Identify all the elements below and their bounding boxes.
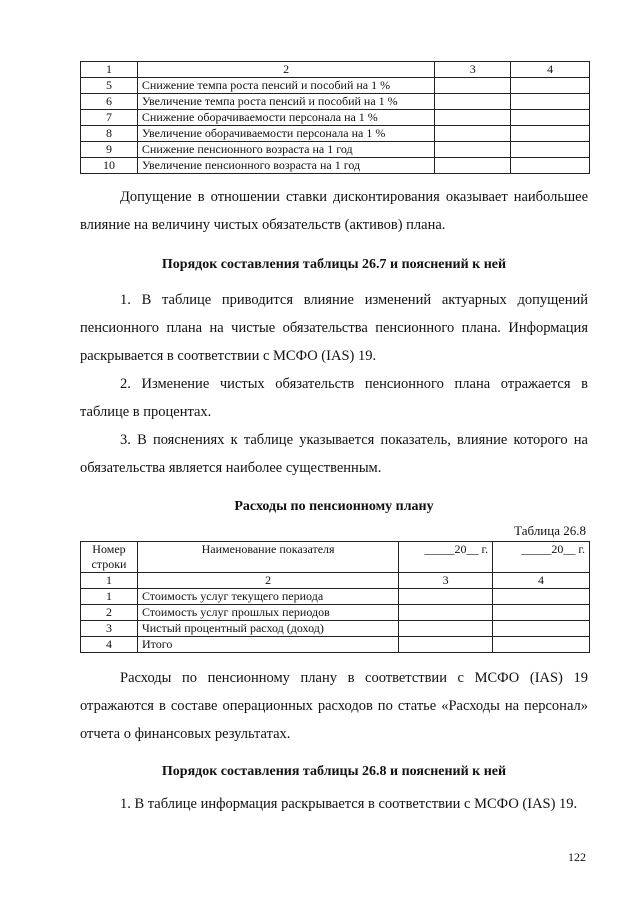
empty-cell — [493, 621, 590, 637]
empty-cell — [435, 126, 511, 142]
empty-cell — [435, 110, 511, 126]
row-label: Увеличение оборачиваемости персонала на 1 % — [137, 126, 434, 142]
table-header-row — [81, 542, 590, 573]
instruction-item-268-1: 1. В таблице информация раскрывается в соответствии с МСФО (IAS) 19. — [120, 796, 578, 812]
empty-cell — [511, 126, 590, 142]
table-row — [81, 142, 590, 158]
row-label: Увеличение темпа роста пенсий и пособий на 1 % — [137, 94, 434, 110]
page-number: 122 — [568, 850, 586, 864]
sensitivity-table — [80, 61, 590, 174]
table-row — [81, 637, 590, 653]
table-row — [81, 605, 590, 621]
empty-cell — [511, 78, 590, 94]
row-label: Снижение темпа роста пенсий и пособий на 1 % — [137, 78, 434, 94]
expenses-paragraph: Расходы по пенсионному плану в соответствии с МСФО (IAS) 19 отражаются в составе операционных расходов по статье «Расходы на персонал» отчета о финансовых результатах. — [80, 670, 588, 742]
table-row — [81, 110, 590, 126]
empty-cell — [493, 605, 590, 621]
table-row — [81, 78, 590, 94]
table-caption: Таблица 26.8 — [514, 523, 586, 538]
row-number: 3 — [81, 621, 138, 637]
row-label: Чистый процентный расход (доход) — [137, 621, 398, 637]
column-header-year-1: _____20__ г. — [399, 542, 493, 573]
empty-cell — [493, 637, 590, 653]
row-label: Снижение пенсионного возраста на 1 год — [137, 142, 434, 158]
instruction-item-3: 3. В пояснениях к таблице указывается показатель, влияние которого на обязательства является наиболее существенным. — [80, 432, 588, 476]
row-label: Снижение оборачиваемости персонала на 1 % — [137, 110, 434, 126]
table-cell: 3 — [399, 573, 493, 589]
discount-rate-paragraph: Допущение в отношении ставки дисконтирования оказывает наибольшее влияние на величину чистых обязательств (активов) плана. — [80, 189, 588, 233]
row-label: Стоимость услуг текущего периода — [137, 589, 398, 605]
section-heading-expenses: Расходы по пенсионному плану — [234, 499, 434, 514]
table-cell: 1 — [81, 573, 138, 589]
empty-cell — [435, 142, 511, 158]
table-row — [81, 126, 590, 142]
table-index-row — [81, 573, 590, 589]
column-header-name: Наименование показателя — [137, 542, 398, 573]
empty-cell — [511, 158, 590, 174]
empty-cell — [435, 78, 511, 94]
empty-cell — [511, 94, 590, 110]
row-label: Итого — [137, 637, 398, 653]
row-number: 7 — [81, 110, 138, 126]
table-row — [81, 589, 590, 605]
empty-cell — [399, 589, 493, 605]
section-heading-26-8: Порядок составления таблицы 26.8 и пояснений к ней — [161, 764, 507, 779]
table-cell: 3 — [435, 62, 511, 78]
instruction-item-2: 2. Изменение чистых обязательств пенсионного плана отражается в таблице в процентах. — [80, 376, 588, 420]
column-header-year-2: _____20__ г. — [493, 542, 590, 573]
table-index-row — [81, 62, 590, 78]
row-number: 2 — [81, 605, 138, 621]
row-number: 6 — [81, 94, 138, 110]
empty-cell — [399, 621, 493, 637]
row-number: 9 — [81, 142, 138, 158]
table-row — [81, 621, 590, 637]
section-heading-26-7: Порядок составления таблицы 26.7 и пояснений к ней — [161, 257, 507, 272]
table-row — [81, 158, 590, 174]
empty-cell — [399, 605, 493, 621]
table-cell: 1 — [81, 62, 138, 78]
empty-cell — [493, 589, 590, 605]
instruction-item-1: 1. В таблице приводится влияние изменений актуарных допущений пенсионного плана на чистые обязательства пенсионного плана. Информация раскрывается в соответствии с МСФО (IAS) 19. — [80, 292, 588, 364]
empty-cell — [511, 110, 590, 126]
column-header-number: Номер строки — [81, 542, 138, 573]
empty-cell — [435, 94, 511, 110]
table-row — [81, 94, 590, 110]
pension-expenses-table — [80, 541, 590, 653]
row-number: 8 — [81, 126, 138, 142]
table-cell: 4 — [511, 62, 590, 78]
table-cell: 2 — [137, 573, 398, 589]
empty-cell — [399, 637, 493, 653]
row-number: 4 — [81, 637, 138, 653]
table-cell: 2 — [137, 62, 434, 78]
table-cell: 4 — [493, 573, 590, 589]
empty-cell — [435, 158, 511, 174]
empty-cell — [511, 142, 590, 158]
row-number: 10 — [81, 158, 138, 174]
row-number: 1 — [81, 589, 138, 605]
row-label: Увеличение пенсионного возраста на 1 год — [137, 158, 434, 174]
row-label: Стоимость услуг прошлых периодов — [137, 605, 398, 621]
row-number: 5 — [81, 78, 138, 94]
